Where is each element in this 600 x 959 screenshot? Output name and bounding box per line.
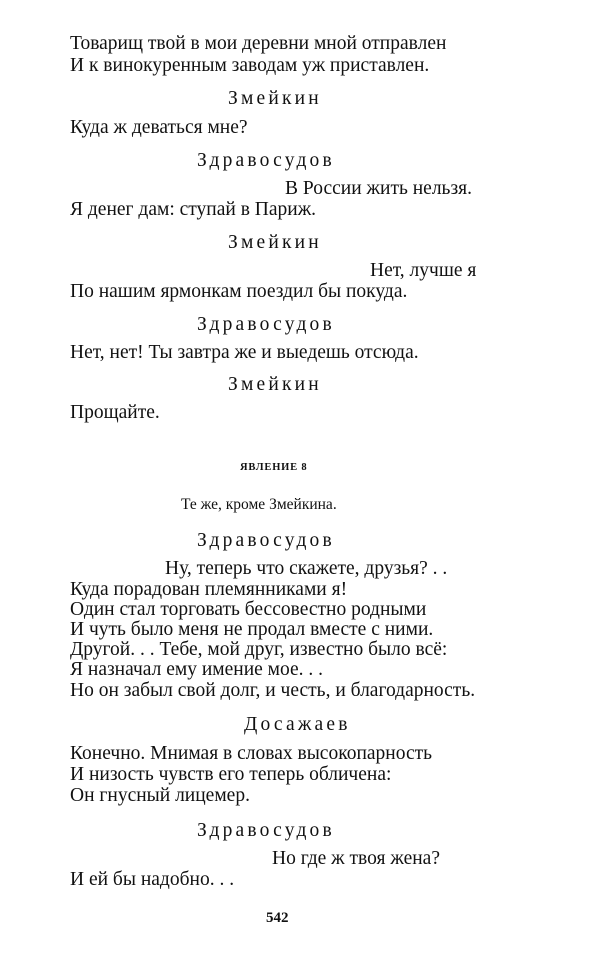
- verse-line: И к винокуренным заводам уж приставлен.: [70, 55, 430, 76]
- verse-line: Ну, теперь что скажете, друзья? . .: [165, 558, 448, 579]
- stage-direction: Те же, кроме Змейкина.: [181, 496, 337, 513]
- verse-line: И низость чувств его теперь обличена:: [70, 764, 392, 785]
- speaker-name: Досажаев: [244, 714, 351, 735]
- speaker-name: Здравосудов: [197, 820, 335, 841]
- verse-line: Другой. . . Тебе, мой друг, известно было всё:: [70, 639, 448, 660]
- verse-line: Прощайте.: [70, 402, 160, 423]
- verse-line: Он гнусный лицемер.: [70, 785, 250, 806]
- verse-line: И ей бы надобно. . .: [70, 869, 235, 890]
- verse-line: Нет, нет! Ты завтра же и выедешь отсюда.: [70, 342, 419, 363]
- verse-line: Но где ж твоя жена?: [272, 848, 440, 869]
- verse-line: Куда ж деваться мне?: [70, 117, 248, 138]
- verse-line: Куда порадован племянниками я!: [70, 579, 348, 600]
- verse-line: В России жить нельзя.: [285, 178, 472, 199]
- scene-heading: ЯВЛЕНИЕ 8: [240, 462, 308, 473]
- speaker-name: Змейкин: [228, 88, 322, 109]
- verse-line: Товарищ твой в мои деревни мной отправлен: [70, 33, 447, 54]
- speaker-name: Здравосудов: [197, 150, 335, 171]
- verse-line: Я назначал ему имение мое. . .: [70, 659, 324, 680]
- verse-line: Один стал торговать бессовестно родными: [70, 599, 427, 620]
- verse-line: Конечно. Мнимая в словах высокопарность: [70, 743, 433, 764]
- verse-line: Нет, лучше я: [370, 260, 477, 281]
- speaker-name: Змейкин: [228, 232, 322, 253]
- verse-line: Я денег дам: ступай в Париж.: [70, 199, 317, 220]
- verse-line: Но он забыл свой долг, и честь, и благодарность.: [70, 680, 476, 701]
- verse-line: По нашим ярмонкам поездил бы покуда.: [70, 281, 408, 302]
- speaker-name: Змейкин: [228, 374, 322, 395]
- verse-line: И чуть было меня не продал вместе с ними.: [70, 619, 434, 640]
- speaker-name: Здравосудов: [197, 530, 335, 551]
- page-number: 542: [266, 910, 289, 926]
- speaker-name: Здравосудов: [197, 314, 335, 335]
